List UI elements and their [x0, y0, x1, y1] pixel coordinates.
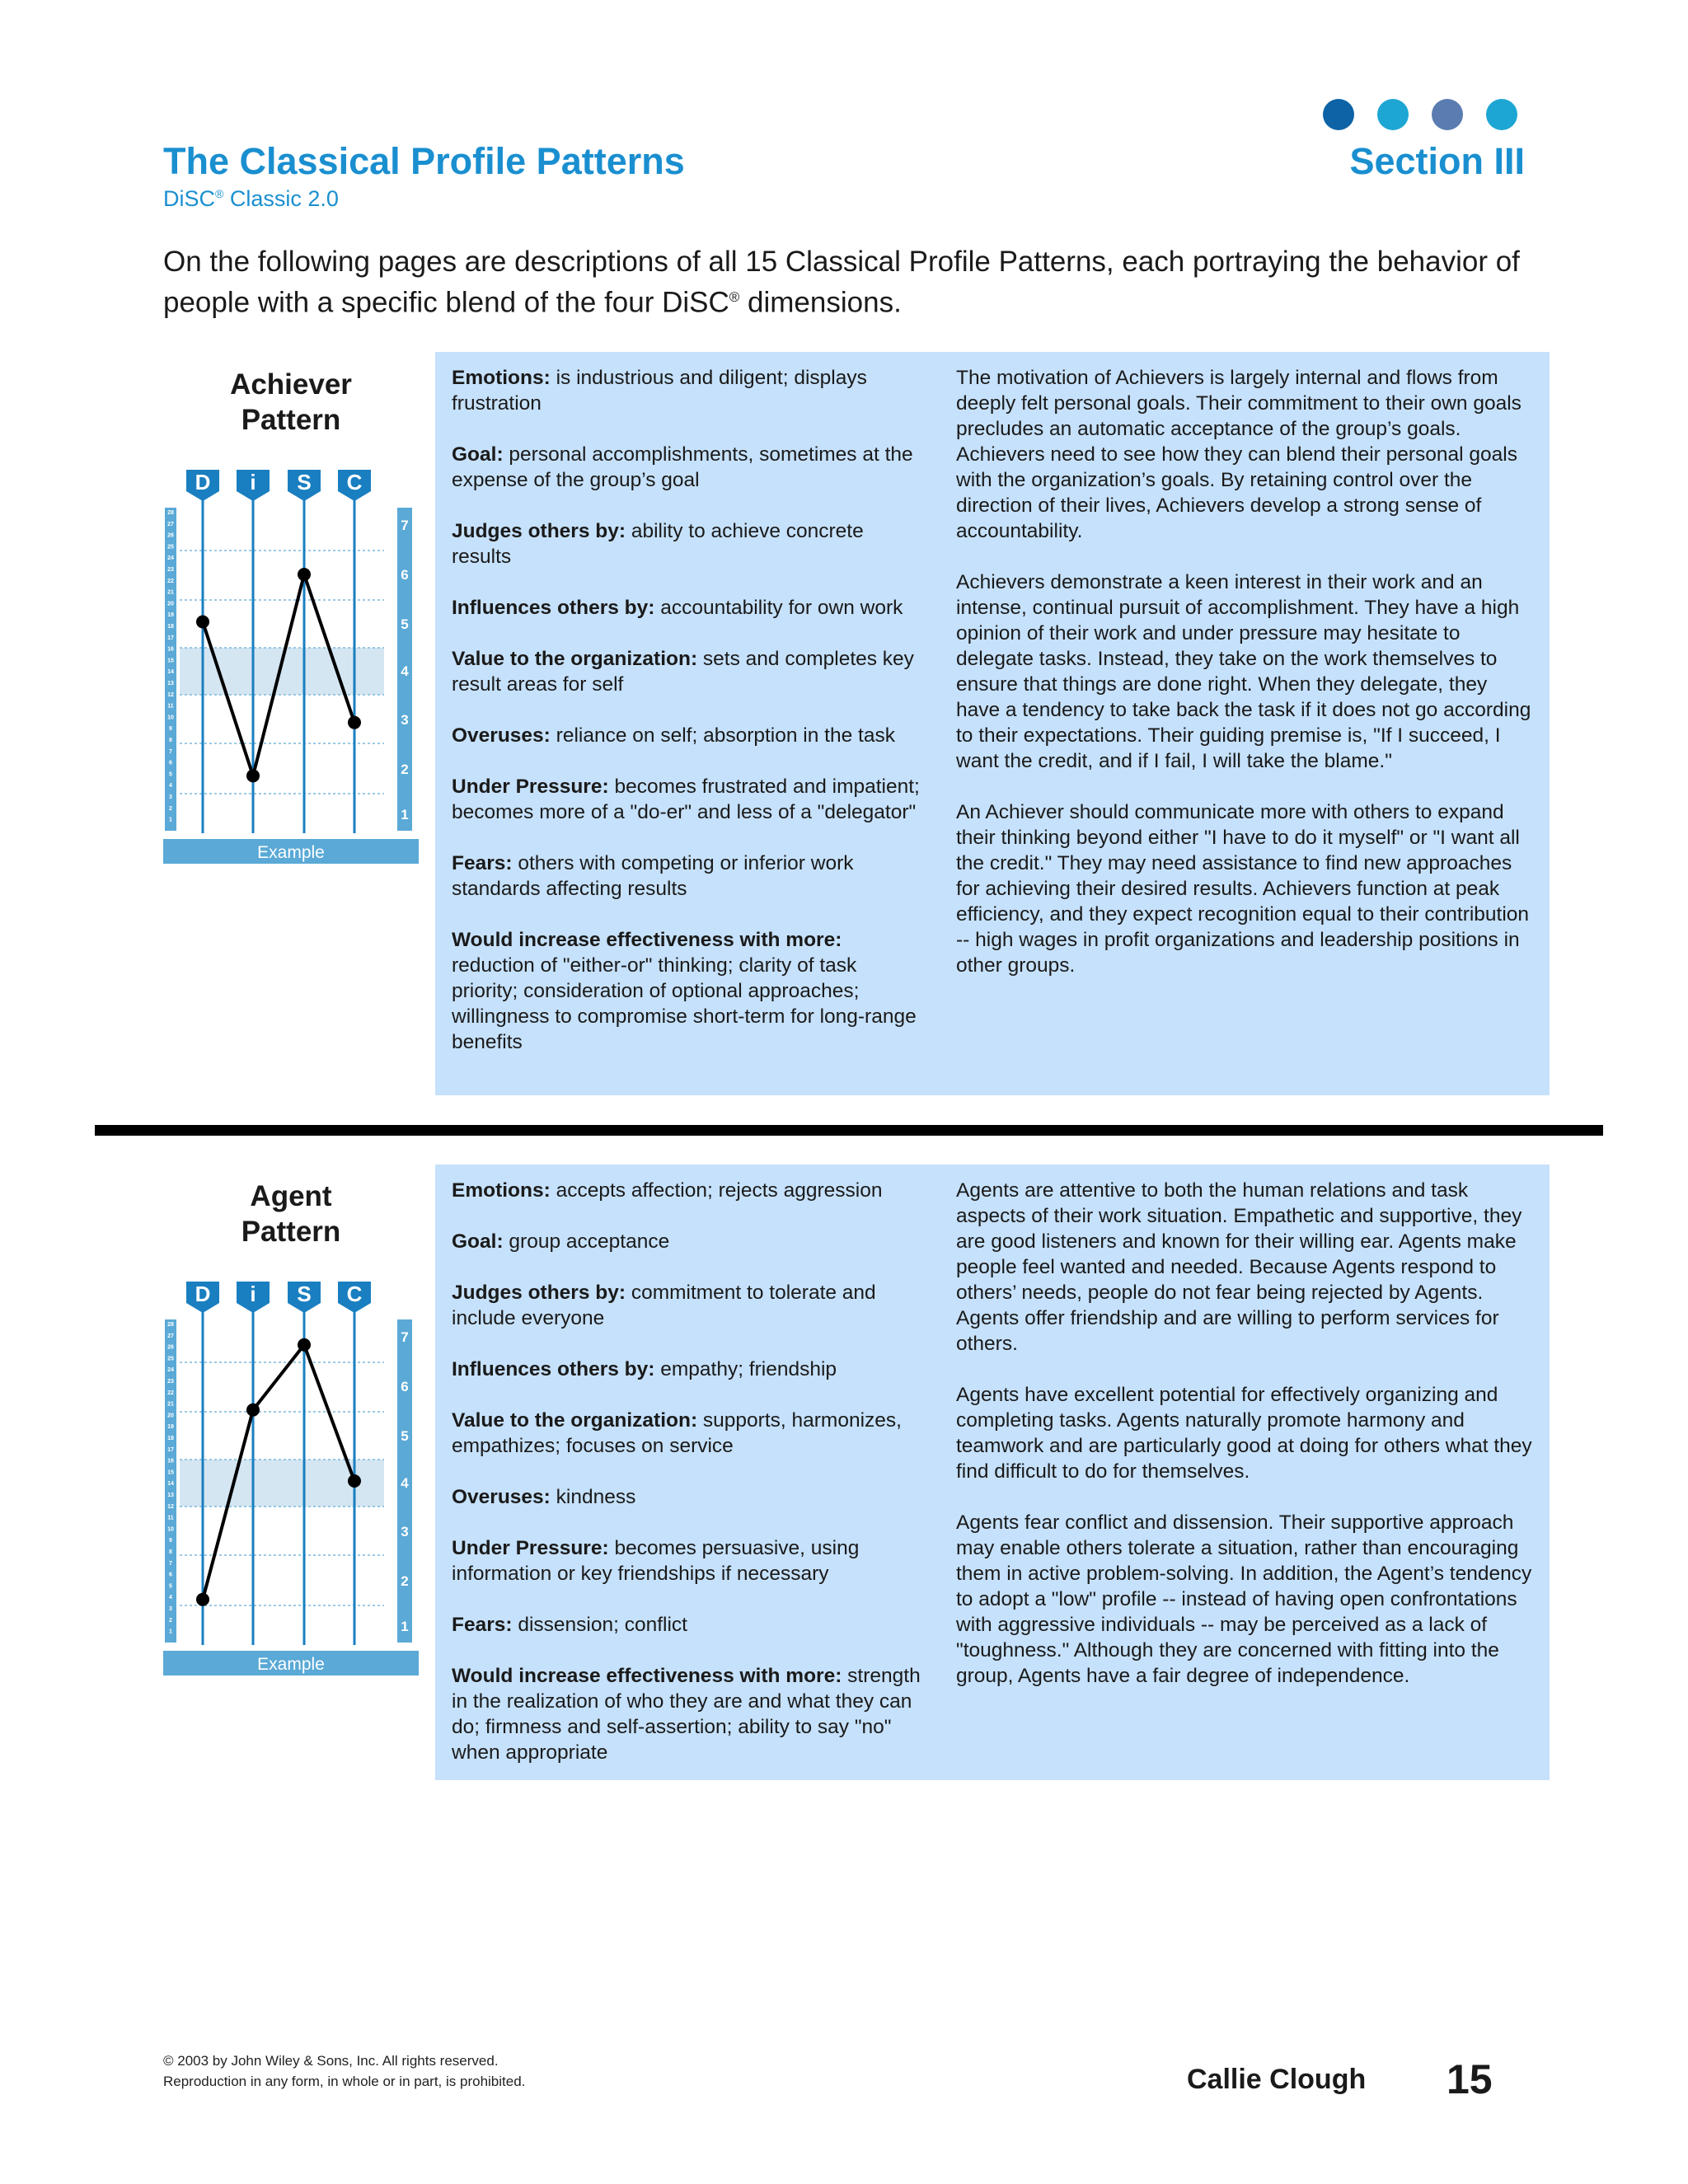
trait-text: kindness	[550, 1486, 636, 1508]
dimension-letter: D	[195, 1282, 211, 1306]
traits-column	[452, 365, 926, 1080]
segment-scale-label: 3	[401, 1524, 409, 1540]
example-label: Example	[257, 1655, 325, 1674]
small-scale-label: 15	[167, 1469, 174, 1476]
trait-text: empathy; friendship	[654, 1358, 837, 1380]
description-paragraph: An Achiever should communicate more with others to expand their thinking beyond either "I have to do it myself" or "I want all the credit." They may need assistance to find new approaches for achieving their desired results. Achievers function at peak efficiency, and they expect recognition equal to their contribution -- high wages in profit organizations and leadership positions in other groups.	[956, 801, 1530, 977]
trait-text: personal accomplishments, sometimes at the expense of the group’s goal	[452, 443, 913, 491]
dimension-letter: S	[297, 470, 312, 494]
trait-text: becomes persuasive, using information or key friendships if necessary	[452, 1537, 860, 1585]
trait-text: accepts affection; rejects aggression	[550, 1179, 883, 1202]
header-dot-4	[1486, 99, 1517, 130]
trait-label: Influences others by:	[452, 1358, 655, 1380]
segment-scale-label: 7	[401, 1329, 409, 1345]
trait-label: Emotions:	[452, 1179, 551, 1202]
small-scale-label: 12	[167, 1503, 174, 1510]
trait-fears	[452, 1612, 926, 1638]
profile-point	[196, 616, 209, 629]
small-scale-label: 9	[169, 1538, 172, 1544]
dimension-letter: S	[297, 1282, 312, 1306]
header-dot-1	[1323, 99, 1354, 130]
trait-fears	[452, 851, 926, 902]
trait-influences-others	[452, 1357, 926, 1382]
small-scale-label: 22	[167, 1390, 174, 1396]
subtitle-version: Classic 2.0	[223, 186, 339, 211]
intro-text: On the following pages are descriptions of all 15 Classical Profile Patterns, each portraying the behavior of people with a specific blend of the four DiSC	[163, 246, 1520, 319]
small-scale-label: 27	[167, 1333, 174, 1339]
segment-scale-label: 1	[401, 1619, 409, 1634]
respondent-name: Callie Clough	[1187, 2064, 1367, 2095]
description-column	[956, 365, 1533, 1004]
trait-emotions	[452, 1178, 926, 1203]
small-scale-label: 13	[167, 1493, 174, 1498]
small-scale-label: 3	[169, 794, 172, 800]
small-scale-label: 14	[167, 1481, 174, 1488]
pattern-name-achiever	[163, 367, 419, 438]
profile-point	[348, 716, 361, 729]
small-scale-label: 26	[167, 532, 174, 539]
profile-point	[298, 568, 311, 581]
description-column	[956, 1178, 1533, 1714]
small-scale-label: 25	[167, 1356, 174, 1362]
small-scale-label: 6	[169, 1572, 172, 1578]
segment-scale-label: 4	[401, 1475, 409, 1491]
small-scale-label: 17	[167, 635, 174, 641]
page-number: 15	[1447, 2056, 1493, 2102]
small-scale-label: 11	[167, 1515, 174, 1521]
small-scale-label: 8	[169, 738, 172, 743]
profile-point	[196, 1593, 209, 1606]
small-scale-label: 16	[167, 1458, 174, 1465]
trait-increase-effectiveness	[452, 927, 926, 1055]
small-scale-label: 4	[169, 1595, 172, 1601]
trait-label: Overuses:	[452, 1486, 551, 1508]
pattern-name-line2: Pattern	[241, 1216, 341, 1248]
trait-label: Judges others by:	[452, 1282, 626, 1304]
segment-scale-label: 1	[401, 807, 409, 823]
small-scale-label: 17	[167, 1446, 174, 1453]
description-paragraph: The motivation of Achievers is largely internal and flows from deeply felt personal goals. Their commitment to their own goals precludes an automatic acceptance of the group’s goals. Achievers need to see how they can blend their personal goals with the organization’s goals. By retaining control over the direction of their lives, Achievers develop a strong sense of accountability.	[956, 367, 1522, 542]
dimension-letter: C	[346, 1282, 363, 1306]
small-scale-label: 1	[169, 817, 172, 823]
small-scale-label: 1	[169, 1629, 172, 1635]
subtitle-registered-mark: ®	[215, 187, 224, 200]
small-scale-label: 18	[167, 624, 174, 630]
small-scale-label: 6	[169, 760, 172, 766]
segment-scale-label: 3	[401, 712, 409, 728]
small-scale-label: 7	[169, 748, 172, 755]
intro-paragraph	[163, 244, 1531, 321]
small-scale-label: 18	[167, 1436, 174, 1441]
trait-increase-effectiveness	[452, 1663, 926, 1765]
small-scale-label: 10	[167, 715, 174, 721]
trait-under-pressure	[452, 774, 926, 825]
trait-judges-others	[452, 518, 926, 569]
trait-text: becomes frustrated and impatient; becomes more of a "do-er" and less of a "delegator"	[452, 776, 920, 823]
example-label: Example	[257, 843, 325, 862]
small-scale-label: 24	[167, 555, 174, 562]
small-scale-label: 8	[169, 1549, 172, 1555]
trait-text: reduction of "either-or" thinking; clarity of task priority; consideration of optional approaches; willingness to compromise short-term for long-range benefits	[452, 954, 917, 1053]
profile-point	[246, 769, 260, 782]
small-scale-label: 28	[167, 1322, 174, 1328]
description-paragraph: Achievers demonstrate a keen interest in their work and an intense, continual pursuit of accomplishment. They have a high opinion of their work and under pressure may hesitate to delegate tasks. Instead, they take on the work themselves to ensure that things are done right. When they delegate, they have a tendency to take back the task if it does not go according to their expectations. Their guiding premise is, "If I succeed, I want the credit, and if I fail, I will take the blame."	[956, 571, 1531, 772]
traits-column	[452, 1178, 926, 1791]
dimension-letter: i	[250, 1282, 256, 1306]
small-scale-label: 27	[167, 521, 174, 527]
trait-overuses	[452, 1484, 926, 1510]
small-scale-label: 24	[167, 1367, 174, 1374]
header-dot-2	[1377, 99, 1409, 130]
pattern-name-line1: Agent	[250, 1180, 332, 1212]
trait-value	[452, 646, 926, 697]
copyright-notice	[163, 2050, 525, 2092]
small-scale-label: 2	[169, 1617, 172, 1624]
small-scale-label: 13	[167, 681, 174, 687]
description-paragraph: Agents fear conflict and dissension. Their supportive approach may enable others tolerate a situation, rather than encouraging them in active problem-solving. In addition, the Agent’s tendency to adopt a "low" profile -- instead of having open confrontations with aggressive individuals -- may be perceived as a lack of "toughness." Although they are concerned with fitting into the group, Agents have a fair degree of independence.	[956, 1511, 1532, 1687]
subtitle-brand: DiSC	[163, 186, 216, 211]
trait-label: Value to the organization:	[452, 648, 698, 670]
profile-point	[348, 1474, 361, 1488]
trait-label: Fears:	[452, 1614, 513, 1636]
trait-text: is industrious and diligent; displays frustration	[452, 367, 867, 415]
small-scale-label: 15	[167, 658, 174, 664]
small-scale-label: 22	[167, 578, 174, 584]
section-label: Section III	[1349, 140, 1525, 182]
description-paragraph: Agents are attentive to both the human relations and task aspects of their work situation. Empathetic and supportive, they are good listeners and known for their willing ear. Agents make people feel wanted and needed. Because Agents respond to others’ needs, people do not fear being rejected by Agents. Agents offer friendship and are willing to perform services for others.	[956, 1179, 1522, 1355]
pattern-panel-achiever	[435, 352, 1550, 1095]
small-scale-label: 19	[167, 612, 174, 619]
trait-text: reliance on self; absorption in the task	[550, 724, 895, 747]
description-paragraph: Agents have excellent potential for effectively organizing and completing tasks. Agents naturally promote harmony and teamwork and are particularly good at doing for others what they find difficult to do for themselves.	[956, 1384, 1532, 1483]
trait-label: Goal:	[452, 1230, 504, 1253]
trait-influences-others	[452, 595, 926, 621]
pattern-name-agent	[163, 1179, 419, 1249]
small-scale-label: 19	[167, 1424, 174, 1431]
small-scale-label: 16	[167, 646, 174, 653]
dimension-letter: i	[250, 470, 256, 494]
trait-label: Judges others by:	[452, 520, 626, 542]
dimension-letter: D	[195, 470, 211, 494]
trait-goal	[452, 1229, 926, 1254]
trait-label: Goal:	[452, 443, 504, 466]
trait-emotions	[452, 365, 926, 416]
trait-label: Under Pressure:	[452, 1537, 609, 1559]
copyright-line-2: Reproduction in any form, in whole or in part, is prohibited.	[163, 2074, 526, 2089]
trait-label: Fears:	[452, 852, 513, 874]
segment-scale-label: 6	[401, 1379, 409, 1394]
segment-scale-label: 6	[401, 567, 409, 583]
dimension-letter: C	[346, 470, 363, 494]
page-subtitle	[163, 186, 339, 212]
pattern-panel-agent	[435, 1165, 1550, 1780]
segment-scale-label: 5	[401, 616, 409, 632]
trait-label: Influences others by:	[452, 597, 655, 619]
trait-overuses	[452, 723, 926, 748]
small-scale-label: 20	[167, 1413, 174, 1419]
segment-scale-label: 4	[401, 663, 409, 679]
small-scale-label: 21	[167, 1401, 174, 1408]
trait-text: ability to achieve concrete results	[452, 520, 864, 568]
trait-label: Would increase effectiveness with more:	[452, 1665, 842, 1687]
copyright-line-1: © 2003 by John Wiley & Sons, Inc. All rights reserved.	[163, 2053, 499, 2069]
trait-label: Would increase effectiveness with more:	[452, 929, 842, 951]
trait-text: commitment to tolerate and include everyone	[452, 1282, 876, 1329]
small-scale-label: 10	[167, 1526, 174, 1533]
segment-scale-label: 7	[401, 518, 409, 533]
trait-goal	[452, 442, 926, 493]
trait-label: Under Pressure:	[452, 776, 609, 798]
trait-label: Emotions:	[452, 367, 551, 389]
trait-text: accountability for own work	[654, 597, 903, 619]
small-scale-label: 2	[169, 805, 172, 812]
trait-text: group acceptance	[503, 1230, 670, 1253]
section-divider	[95, 1125, 1603, 1136]
small-scale-label: 5	[169, 1583, 172, 1590]
small-scale-label: 20	[167, 601, 174, 607]
small-scale-label: 11	[167, 703, 174, 710]
small-scale-label: 21	[167, 589, 174, 596]
pattern-name-line1: Achiever	[230, 368, 352, 401]
segment-scale-label: 5	[401, 1428, 409, 1444]
pattern-name-line2: Pattern	[241, 404, 341, 436]
small-scale-label: 3	[169, 1606, 172, 1612]
small-scale-label: 26	[167, 1344, 174, 1351]
trait-value	[452, 1408, 926, 1459]
segment-scale-label: 2	[401, 762, 409, 777]
trait-text: strength in the realization of who they are and what they can do; firmness and self-assertion; ability to say "no" when appropriate	[452, 1665, 921, 1764]
trait-text: others with competing or inferior work standards affecting results	[452, 852, 854, 900]
small-scale-label: 9	[169, 726, 172, 733]
small-scale-label: 5	[169, 771, 172, 778]
disc-graph-agent	[163, 1280, 419, 1675]
trait-text: supports, harmonizes, empathizes; focuses on service	[452, 1409, 902, 1457]
profile-point	[298, 1338, 311, 1352]
small-scale-label: 25	[167, 544, 174, 551]
intro-end: dimensions.	[739, 286, 902, 319]
small-scale-label: 23	[167, 567, 174, 573]
small-scale-label: 28	[167, 510, 174, 516]
trait-label: Overuses:	[452, 724, 551, 747]
trait-label: Value to the organization:	[452, 1409, 698, 1432]
intro-registered-mark: ®	[729, 289, 740, 305]
small-scale-label: 4	[169, 783, 172, 790]
header-dot-3	[1432, 99, 1463, 130]
page-title: The Classical Profile Patterns	[163, 140, 685, 182]
trait-judges-others	[452, 1280, 926, 1331]
small-scale-label: 23	[167, 1379, 174, 1385]
small-scale-label: 14	[167, 669, 174, 676]
trait-text: dissension; conflict	[512, 1614, 687, 1636]
trait-under-pressure	[452, 1535, 926, 1586]
trait-text: sets and completes key result areas for self	[452, 648, 914, 696]
small-scale-label: 7	[169, 1560, 172, 1567]
profile-point	[246, 1404, 260, 1417]
disc-graph-achiever	[163, 468, 419, 864]
small-scale-label: 12	[167, 691, 174, 698]
segment-scale-label: 2	[401, 1573, 409, 1589]
